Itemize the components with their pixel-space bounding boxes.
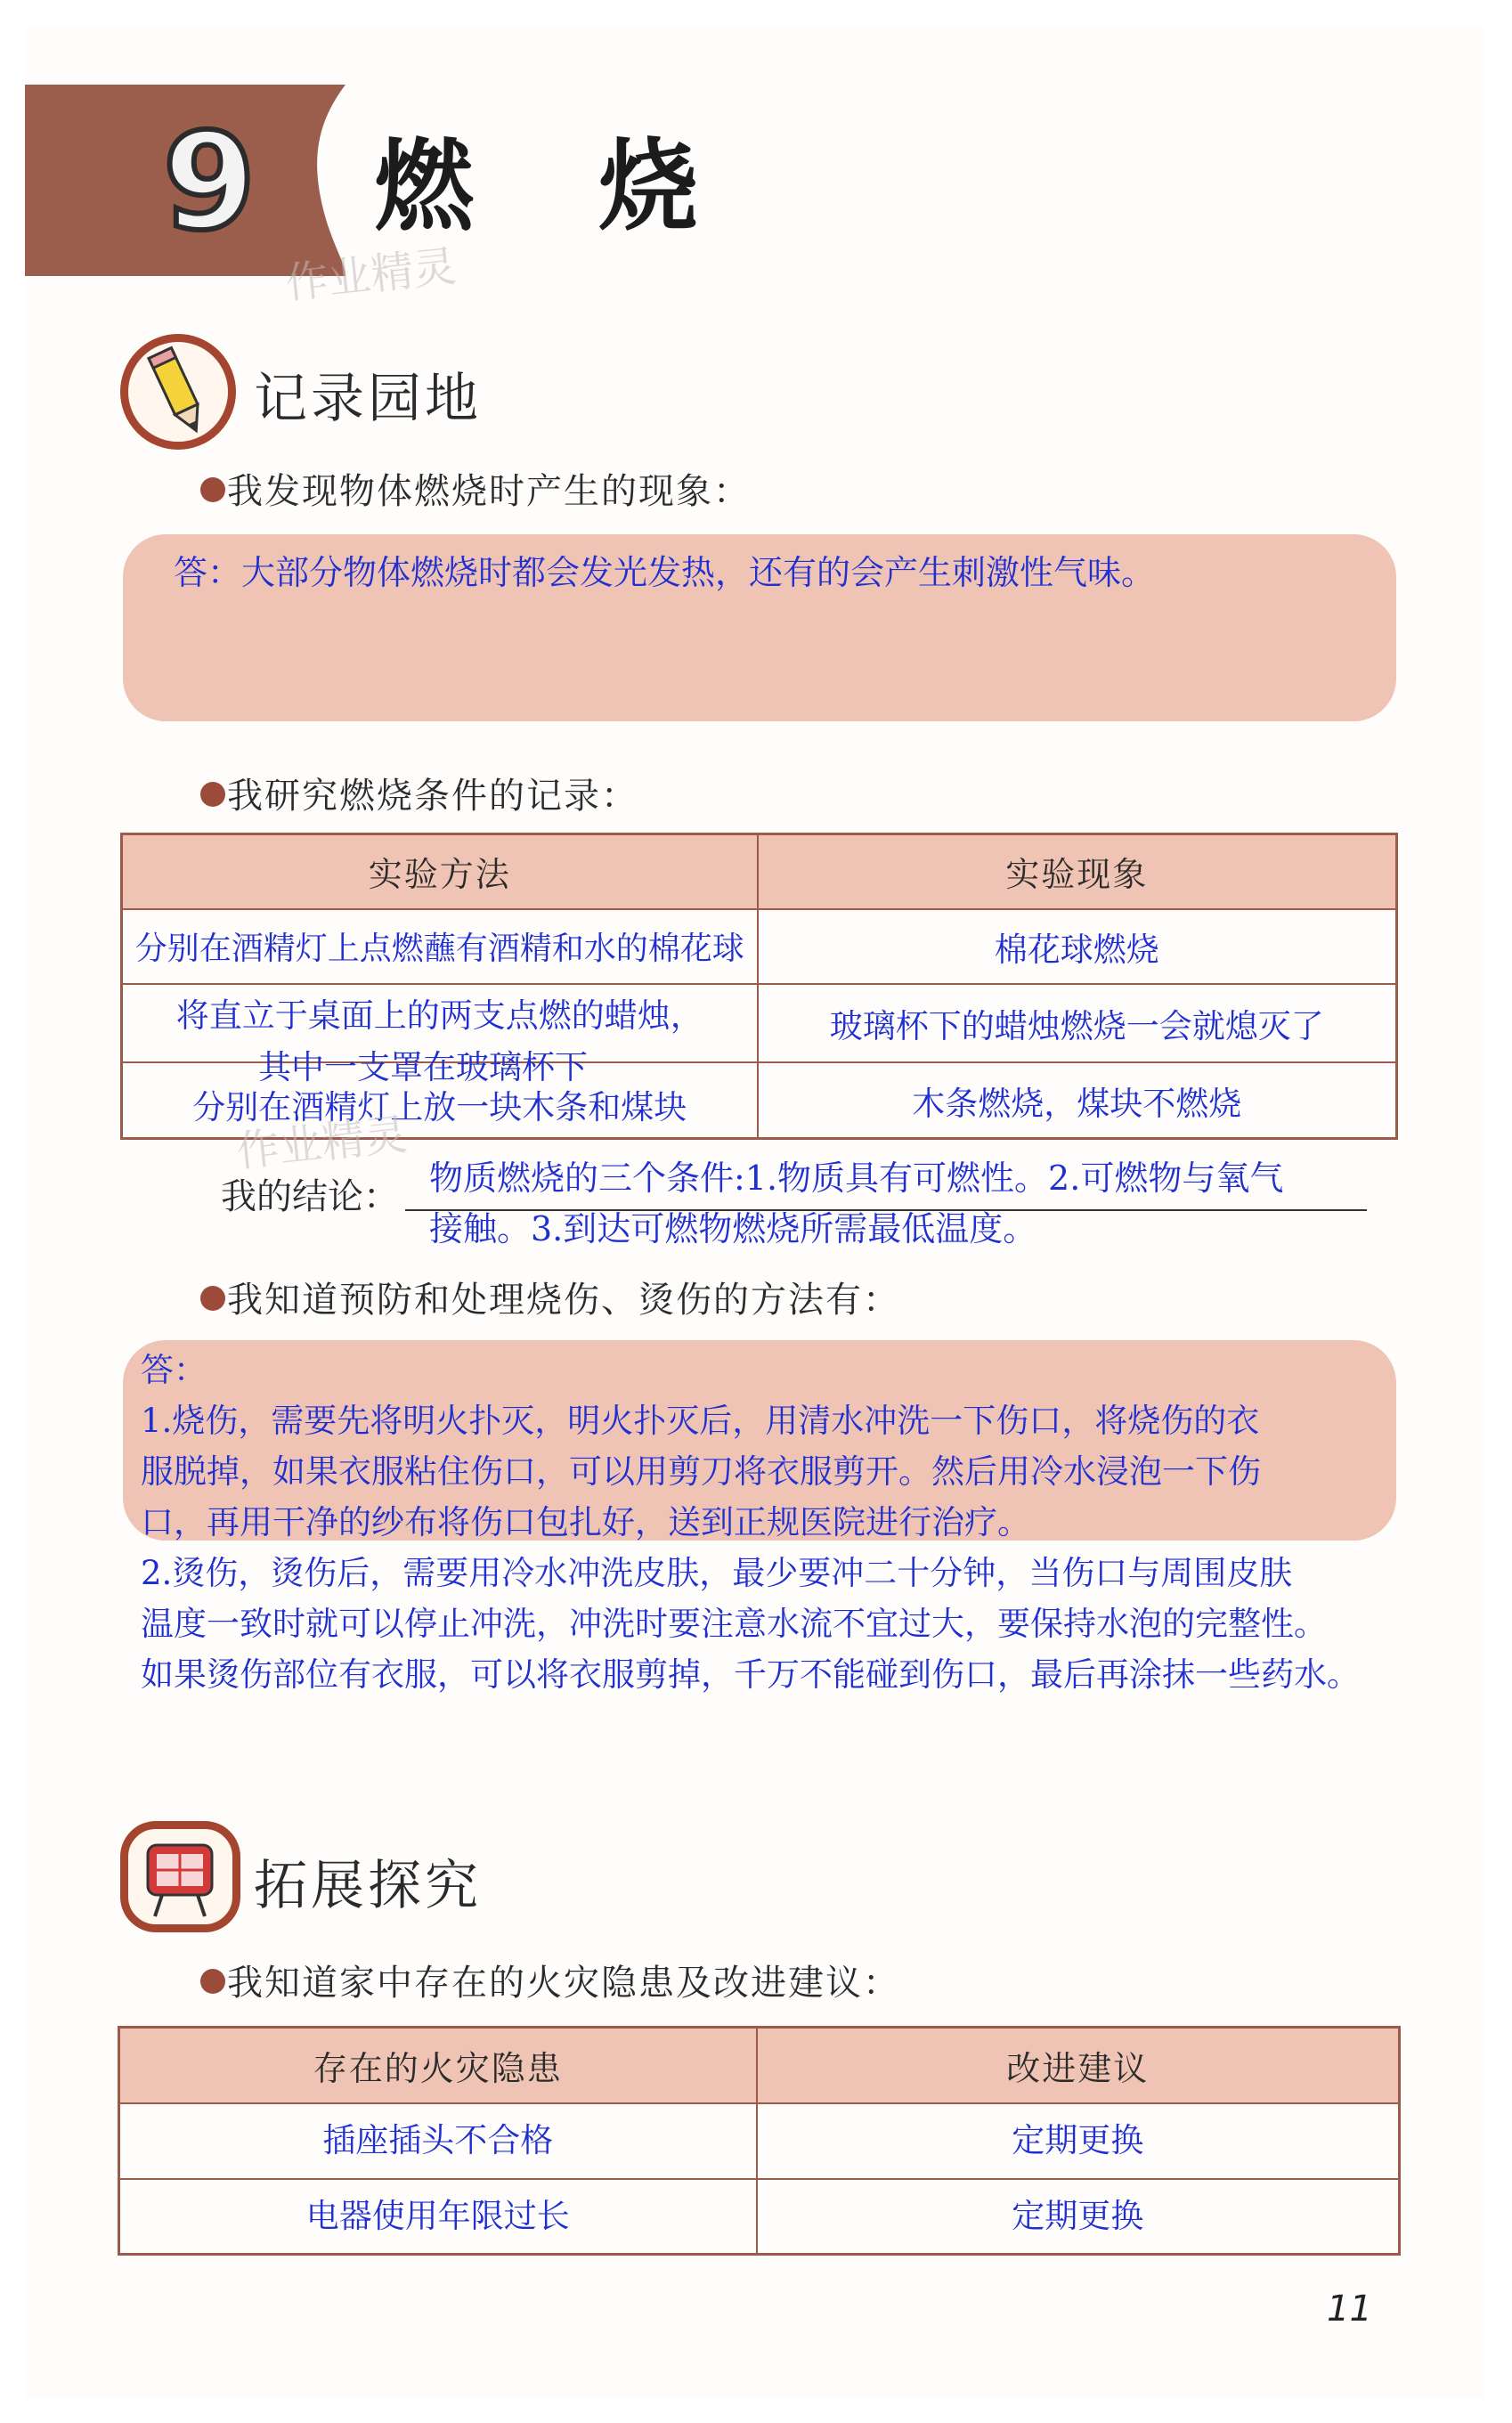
table-row (119, 2103, 1400, 2179)
answer-line: 温度一致时就可以停止冲洗，冲洗时要注意水流不宜过大，要保持水泡的完整性。 (141, 1605, 1327, 1643)
advice-cell: 定期更换 (757, 2103, 1400, 2179)
table-row (119, 2179, 1400, 2255)
answer-line: 1.烧伤，需要先将明火扑灭，明火扑灭后，用清水冲洗一下伤口，将烧伤的衣 (141, 1402, 1260, 1440)
pencil-icon-graphic (128, 342, 228, 442)
method-line-2: 其中一支罩在玻璃杯下 (258, 1048, 588, 1086)
hazard-cell: 插座插头不合格 (119, 2103, 757, 2179)
section-title-record: 记录园地 (254, 368, 482, 430)
conclusion-label: 我的结论： (221, 1176, 399, 1217)
method-cell: 分别在酒精灯上点燃蘸有酒精和水的棉花球 (122, 909, 758, 984)
column-header-hazard: 存在的火灾隐患 (119, 2028, 757, 2103)
answer-line: 服脱掉，如果衣服粘住伤口，可以用剪刀将衣服剪开。然后用冷水浸泡一下伤 (141, 1452, 1261, 1491)
watermark: 作业精灵 (283, 241, 459, 309)
prompt-burns: 我知道预防和处理烧伤、烫伤的方法有： (227, 1272, 900, 1322)
answer-line: 口，再用干净的纱布将伤口包扎好，送到正规医院进行治疗。 (141, 1503, 1030, 1541)
conditions-table (120, 833, 1398, 1140)
answer-line: 如果烫伤部位有衣服，可以将衣服剪掉，千万不能碰到伤口，最后再涂抹一些药水。 (141, 1655, 1360, 1694)
section-title-explore: 拓展探究 (254, 1855, 482, 1917)
method-cell: 分别在酒精灯上放一块木条和煤块 (122, 1062, 758, 1138)
conclusion-line-1: 物质燃烧的三个条件:1.物质具有可燃性。2.可燃物与氧气 (429, 1159, 1284, 1198)
watermark: 作业精灵 (234, 1110, 410, 1177)
lesson-title: 燃烧 (374, 129, 823, 245)
prompt-fire-hazards: 我知道家中存在的火灾隐患及改进建议： (227, 1955, 900, 2005)
pencil-icon (120, 334, 236, 450)
result-cell: 玻璃杯下的蜡烛燃烧一会就熄灭了 (758, 984, 1397, 1062)
fire-hazard-table (118, 2026, 1401, 2256)
table-row (122, 909, 1397, 984)
result-cell: 棉花球燃烧 (758, 909, 1397, 984)
method-line-1: 将直立于桌面上的两支点燃的蜡烛， (175, 996, 703, 1035)
column-header-method: 实验方法 (122, 834, 758, 909)
lesson-number: 9 (162, 105, 256, 260)
table-header-row (119, 2028, 1400, 2103)
answer-line: 2.烫伤，烫伤后，需要用冷水冲洗皮肤，最少要冲二十分钟，当伤口与周围皮肤 (141, 1554, 1293, 1592)
advice-cell: 定期更换 (757, 2179, 1400, 2255)
conclusion-line-2: 接触。3.到达可燃物燃烧所需最低温度。 (429, 1209, 1037, 1248)
explore-icon-graphic (128, 1829, 232, 1924)
page-number: 11 (1327, 2289, 1372, 2329)
prompt-conditions: 我研究燃烧条件的记录： (227, 768, 638, 818)
answer-line: 答： (141, 1351, 207, 1389)
answer-burns (141, 1345, 1360, 1700)
answer-phenomenon: 答：大部分物体燃烧时都会发光发热，还有的会产生刺激性气味。 (174, 553, 1156, 592)
column-header-result: 实验现象 (758, 834, 1397, 909)
result-cell: 木条燃烧，煤块不燃烧 (758, 1062, 1397, 1138)
hazard-cell: 电器使用年限过长 (119, 2179, 757, 2255)
prompt-phenomenon: 我发现物体燃烧时产生的现象： (227, 463, 751, 514)
table-header-row (122, 834, 1397, 909)
column-header-advice: 改进建议 (757, 2028, 1400, 2103)
explore-icon (120, 1821, 240, 1932)
